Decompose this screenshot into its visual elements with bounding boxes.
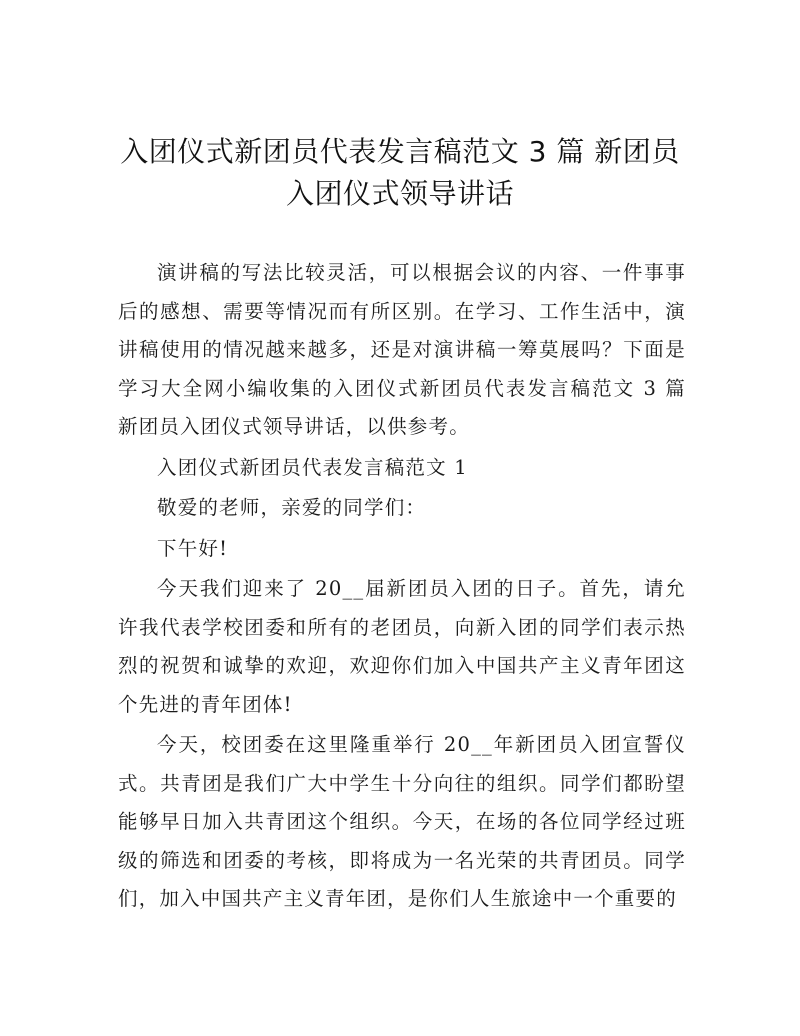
title-line-1: 入团仪式新团员代表发言稿范文 3 篇 新团员 xyxy=(120,135,680,168)
paragraph-ceremony: 今天，校团委在这里隆重举行 20__年新团员入团宣誓仪式。共青团是我们广大中学生十分向往的组织。同学们都盼望能够早日加入共青团这个组织。今天，在场的各位同学经过班级的筛选和团委的考核，即将成为一名光荣的共青团员。同学们，加入中国共产主义青年团，是你们人生旅途中一个重要的 xyxy=(118,733,686,910)
paragraph-intro: 演讲稿的写法比较灵活，可以根据会议的内容、一件事事后的感想、需要等情况而有所区别。在学习、工作生活中，演讲稿使用的情况越来越多，还是对演讲稿一筹莫展吗？下面是学习大全网小编收集的入团仪式新团员代表发言稿范文 3 篇 新团员入团仪式领导讲话，以供参考。 xyxy=(118,261,686,438)
document-title xyxy=(100,131,700,215)
paragraph-heading: 入团仪式新团员代表发言稿范文 1 xyxy=(157,455,468,479)
document-body xyxy=(118,254,686,919)
paragraph-salutation: 敬爱的老师，亲爱的同学们： xyxy=(157,496,427,519)
paragraph-greeting: 下午好! xyxy=(157,536,229,560)
paragraph-welcome: 今天我们迎来了 20__届新团员入团的日子。首先，请允许我代表学校团委和所有的老团员，向新入团的同学们表示热烈的祝贺和诚挚的欢迎，欢迎你们加入中国共产主义青年团这个先进的青年团体! xyxy=(118,577,686,716)
title-line-2: 入团仪式领导讲话 xyxy=(285,177,514,210)
